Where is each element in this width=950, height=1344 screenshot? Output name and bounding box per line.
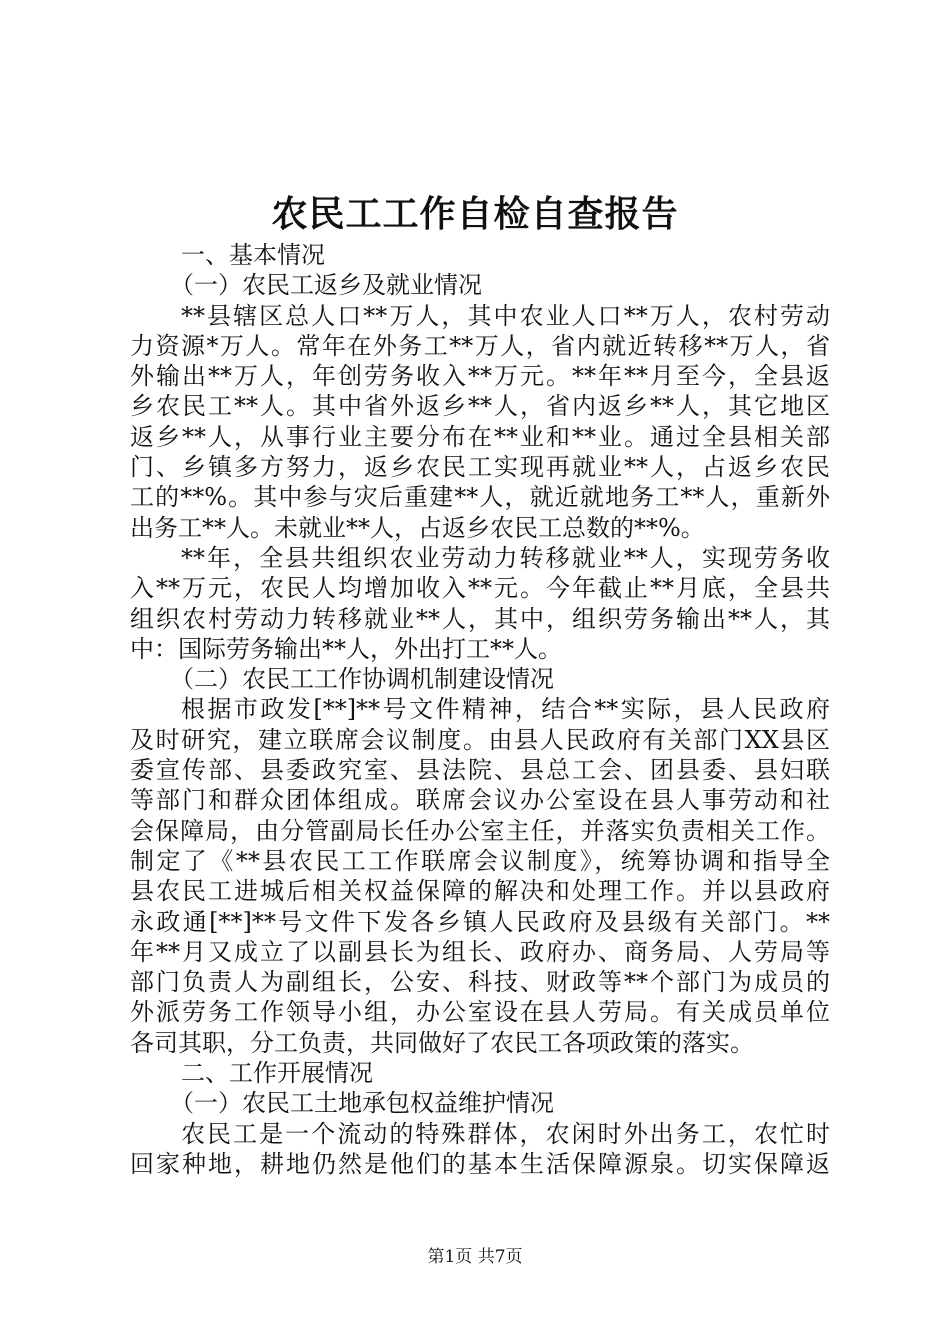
page-number: 第1页 共7页	[427, 1247, 523, 1267]
document-body	[130, 240, 830, 1179]
paragraph-line: 门、乡镇多方努力，返乡农民工实现再就业**人，占返乡农民	[130, 453, 830, 482]
paragraph-line: 入**万元，农民人均增加收入**元。今年截止**月底，全县共	[130, 574, 830, 603]
paragraph-line: **县辖区总人口**万人，其中农业人口**万人，农村劳动	[181, 301, 830, 330]
section-heading: 二、工作开展情况	[181, 1059, 373, 1088]
paragraph-line: 等部门和群众团体组成。联席会议办公室设在县人事劳动和社	[130, 786, 830, 815]
document-title: 农民工工作自检自查报告	[271, 193, 679, 235]
paragraph-line: 中：国际劳务输出**人，外出打工**人。	[130, 634, 562, 663]
paragraph-line: 县农民工进城后相关权益保障的解决和处理工作。并以县政府	[130, 877, 830, 906]
paragraph-line: 根据市政发[**]**号文件精神，结合**实际，县人民政府	[181, 695, 830, 724]
paragraph-line: 年**月又成立了以副县长为组长、政府办、商务局、人劳局等	[130, 937, 830, 966]
paragraph-line: 永政通[**]**号文件下发各乡镇人民政府及县级有关部门。**	[130, 907, 830, 936]
paragraph-line: 委宣传部、县委政究室、县法院、县总工会、团县委、县妇联	[130, 756, 830, 785]
paragraph-line: 制定了《**县农民工工作联席会议制度》，统筹协调和指导全	[130, 846, 830, 875]
paragraph-line: 各司其职，分工负责，共同做好了农民工各项政策的落实。	[130, 1028, 754, 1057]
paragraph-line: 力资源*万人。常年在外务工**万人，省内就近转移**万人，省	[130, 331, 830, 360]
paragraph-line: 回家种地，耕地仍然是他们的基本生活保障源泉。切实保障返	[130, 1149, 830, 1178]
paragraph-line: 组织农村劳动力转移就业**人，其中，组织劳务输出**人，其	[130, 604, 830, 633]
paragraph-line: **年，全县共组织农业劳动力转移就业**人，实现劳务收	[181, 543, 830, 572]
paragraph-line: 乡农民工**人。其中省外返乡**人，省内返乡**人，其它地区	[130, 392, 830, 421]
paragraph-line: 部门负责人为副组长，公安、科技、财政等**个部门为成员的	[130, 968, 830, 997]
subsection-heading: （二）农民工工作协调机制建设情况	[170, 665, 554, 694]
paragraph-line: 出务工**人。未就业**人，占返乡农民工总数的**%。	[130, 513, 705, 542]
paragraph-line: 农民工是一个流动的特殊群体，农闲时外出务工，农忙时	[181, 1119, 830, 1148]
subsection-heading: （一）农民工土地承包权益维护情况	[170, 1089, 554, 1118]
section-heading: 一、基本情况	[181, 241, 325, 269]
paragraph-line: 外输出**万人，年创劳务收入**万元。**年**月至今，全县返	[130, 362, 830, 391]
paragraph-line: 外派劳务工作领导小组，办公室设在县人劳局。有关成员单位	[130, 998, 830, 1027]
paragraph-line: 及时研究，建立联席会议制度。由县人民政府有关部门XX县区	[130, 725, 830, 754]
paragraph-line: 会保障局，由分管副局长任办公室主任，并落实负责相关工作。	[130, 816, 830, 845]
paragraph-line: 返乡**人，从事行业主要分布在**业和**业。通过全县相关部	[130, 422, 830, 451]
subsection-heading: （一）农民工返乡及就业情况	[170, 271, 482, 300]
paragraph-line: 工的**%。其中参与灾后重建**人，就近就地务工**人，重新外	[130, 483, 830, 512]
